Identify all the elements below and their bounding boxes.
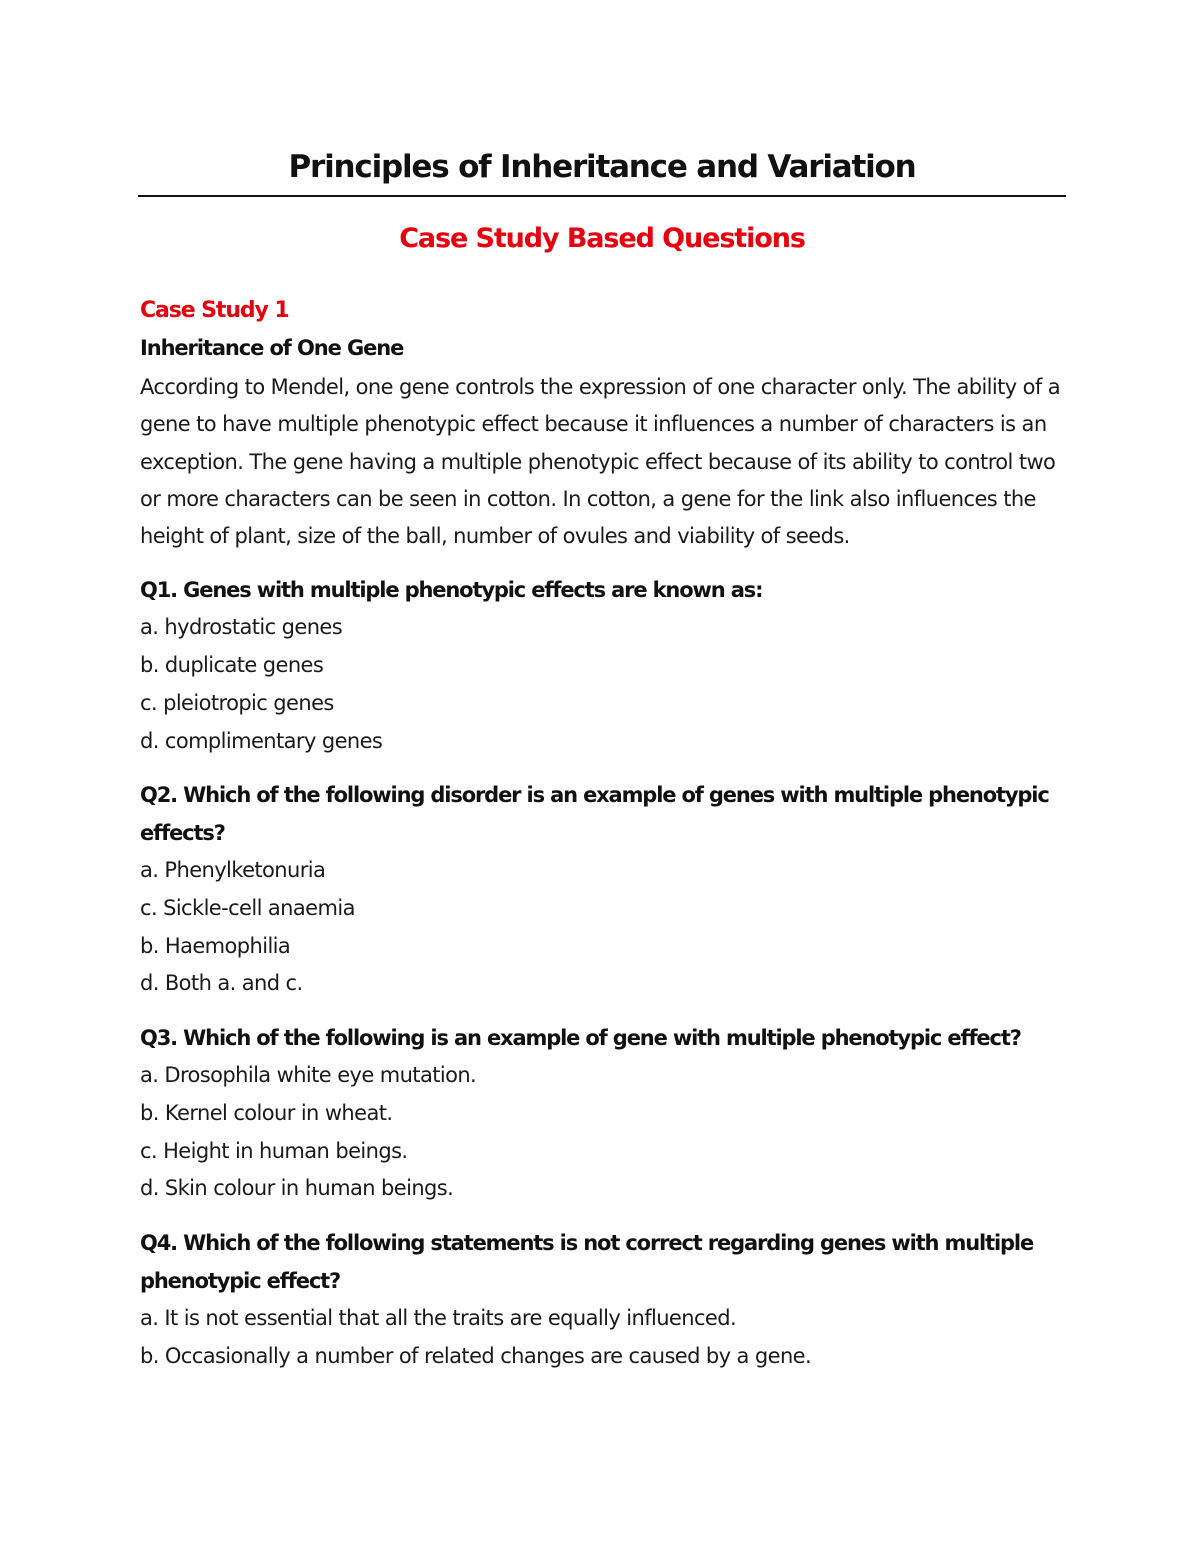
option-item: a. Drosophila white eye mutation. xyxy=(140,1063,477,1088)
option-item: a. It is not essential that all the traits are equally influenced. xyxy=(140,1305,737,1330)
option-item: b. Occasionally a number of related changes are caused by a gene. xyxy=(140,1343,812,1368)
document-page xyxy=(140,146,1064,1375)
question-1 xyxy=(140,571,1064,760)
option-item: b. Kernel colour in wheat. xyxy=(140,1100,393,1125)
option-item: d. Both a. and c. xyxy=(140,971,303,996)
document-title: Principles of Inheritance and Variation xyxy=(288,149,916,185)
option-item: b. Haemophilia xyxy=(140,933,291,958)
option-list xyxy=(140,1057,1064,1208)
case-study-label: Case Study 1 xyxy=(140,298,289,323)
question-4 xyxy=(140,1224,1064,1375)
title-divider xyxy=(138,195,1066,197)
option-item: c. Sickle-cell anaemia xyxy=(140,896,355,920)
option-item: b. duplicate genes xyxy=(140,653,324,678)
option-item: a. hydrostatic genes xyxy=(140,615,343,640)
option-item: d. Skin colour in human beings. xyxy=(140,1176,454,1201)
option-item: d. complimentary genes xyxy=(140,728,383,753)
case-study-passage: According to Mendel, one gene controls the expression of one character only. The ability of a gene to have multiple phenotypic effect because it influences a number of characters is an exception. The gene having a multiple phenotypic effect because of its ability to control two or more characters can be seen in cotton. In cotton, a gene for the link also influences the height of plant, size of the ball, number of ovules and viability of seeds. xyxy=(140,375,1061,549)
question-text: Q2. Which of the following disorder is an example of genes with multiple phenotypic effects? xyxy=(140,783,1049,846)
option-item: a. Phenylketonuria xyxy=(140,858,326,883)
option-list xyxy=(140,852,1064,1003)
option-list xyxy=(140,609,1064,760)
option-item: c. Height in human beings. xyxy=(140,1138,408,1163)
question-text: Q4. Which of the following statements is not correct regarding genes with multiple phenotypic effect? xyxy=(140,1230,1034,1293)
question-3 xyxy=(140,1019,1064,1208)
section-subtitle: Case Study Based Questions xyxy=(399,223,805,254)
question-text: Q1. Genes with multiple phenotypic effects are known as: xyxy=(140,578,763,603)
question-list xyxy=(140,571,1064,1375)
question-2 xyxy=(140,776,1064,1003)
case-study-block xyxy=(140,296,1064,555)
option-item: c. pleiotropic genes xyxy=(140,690,334,715)
option-list xyxy=(140,1300,1064,1375)
case-study-heading: Inheritance of One Gene xyxy=(140,336,404,360)
question-text: Q3. Which of the following is an example of gene with multiple phenotypic effect? xyxy=(140,1026,1021,1051)
